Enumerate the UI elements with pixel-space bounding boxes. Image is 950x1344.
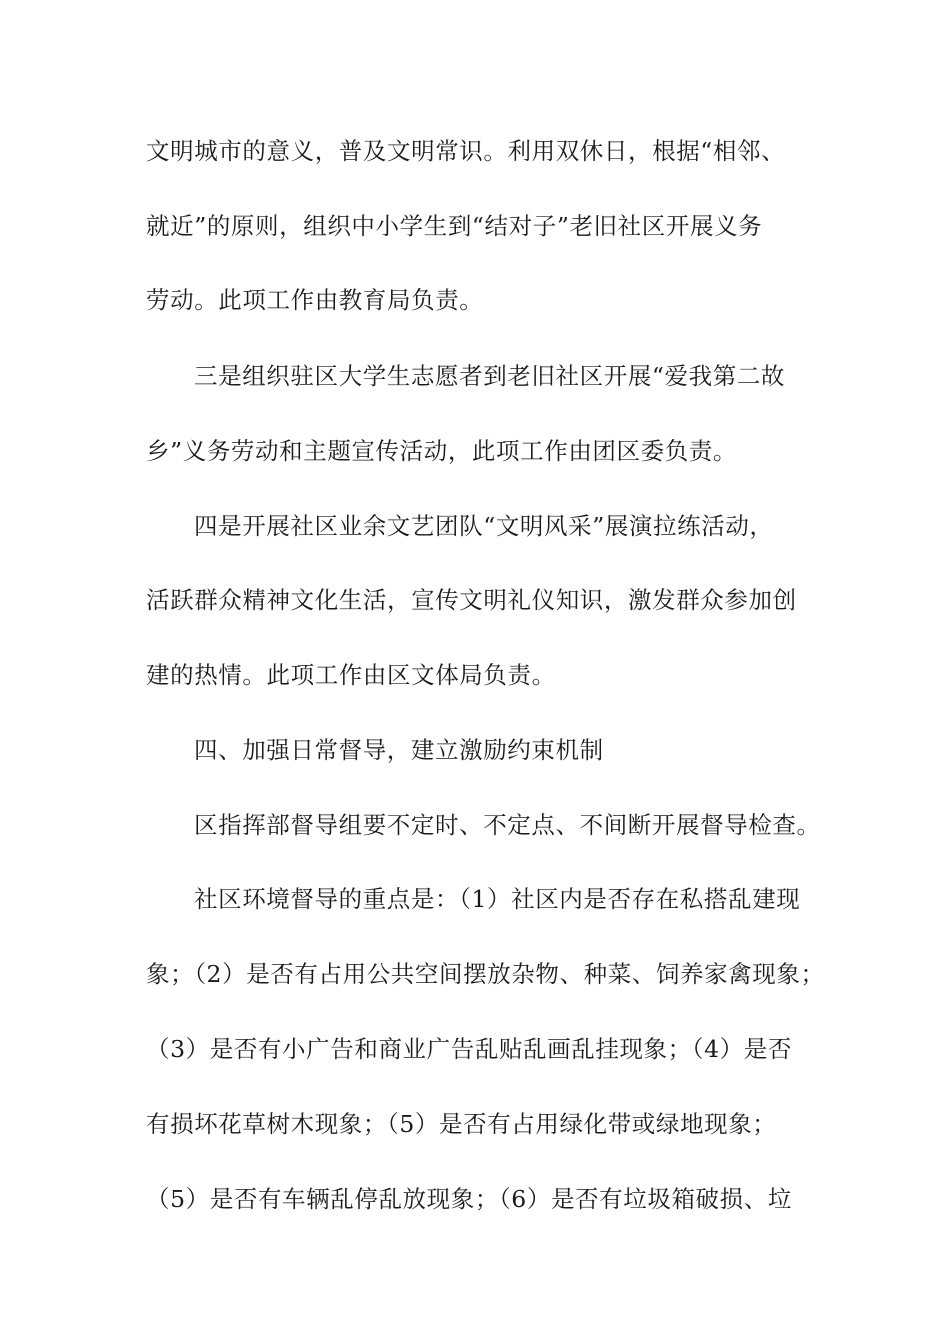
body-text-line: 乡”义务劳动和主题宣传活动，此项工作由团区委负责。 xyxy=(146,437,738,465)
paragraph-start-line: 区指挥部督导组要不定时、不定点、不间断开展督导检查。 xyxy=(194,811,821,839)
body-text-line: 活跃群众精神文化生活，宣传文明礼仪知识，激发群众参加创 xyxy=(146,586,797,614)
body-text-line: （5）是否有车辆乱停乱放现象；（6）是否有垃圾箱破损、垃 xyxy=(146,1185,792,1213)
paragraph-start-line: 社区环境督导的重点是：（1）社区内是否存在私搭乱建现 xyxy=(194,885,801,913)
body-text-line: 建的热情。此项工作由区文体局负责。 xyxy=(146,661,556,689)
paragraph-start-line: 四是开展社区业余文艺团队“文明风采”展演拉练活动， xyxy=(194,512,774,540)
paragraph-start-line: 三是组织驻区大学生志愿者到老旧社区开展“爱我第二故 xyxy=(194,362,786,390)
body-text-line: 象；（2）是否有占用公共空间摆放杂物、种菜、饲养家禽现象； xyxy=(146,960,825,988)
body-text-line: （3）是否有小广告和商业广告乱贴乱画乱挂现象；（4）是否 xyxy=(146,1035,792,1063)
body-text-line: 就近”的原则，组织中小学生到“结对子”老旧社区开展义务 xyxy=(146,212,763,240)
section-heading: 四、加强日常督导，建立激励约束机制 xyxy=(194,736,604,764)
body-text-line: 文明城市的意义，普及文明常识。利用双休日，根据“相邻、 xyxy=(146,137,786,165)
body-text-line: 有损坏花草树木现象；（5）是否有占用绿化带或绿地现象； xyxy=(146,1110,777,1138)
body-text-line: 劳动。此项工作由教育局负责。 xyxy=(146,286,484,314)
